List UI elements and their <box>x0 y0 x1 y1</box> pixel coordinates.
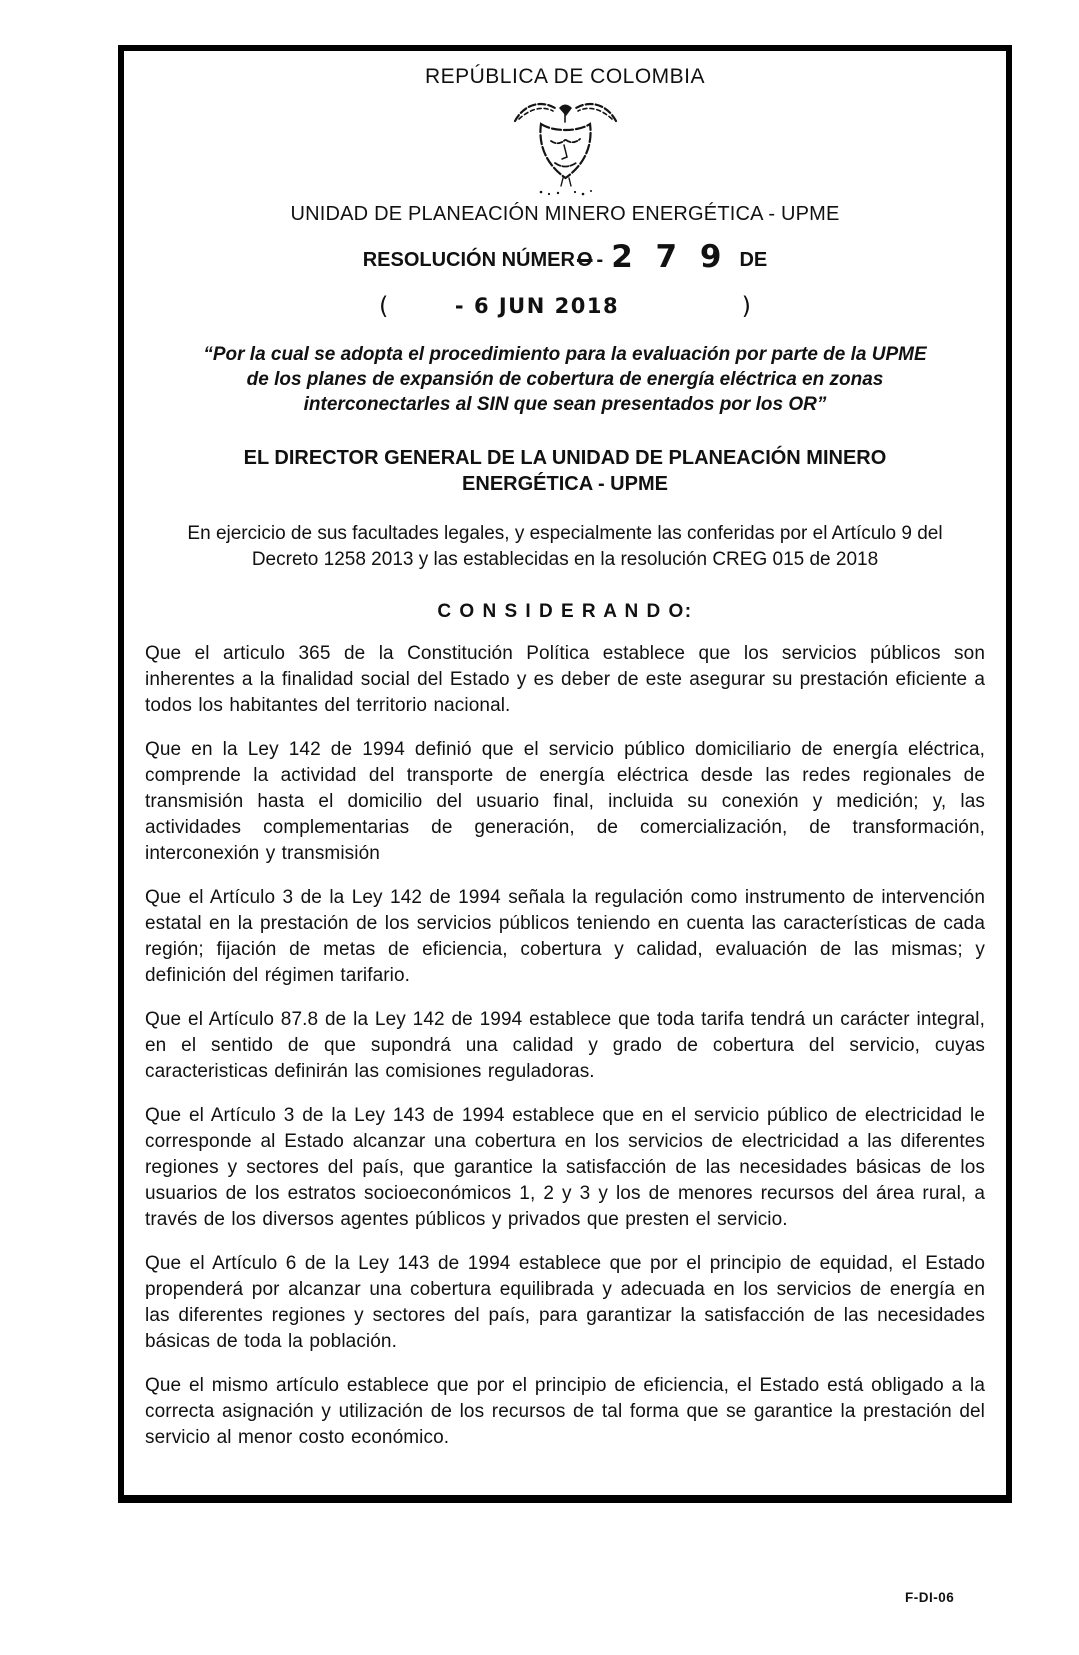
resolution-number-stamp: 2 7 9 <box>611 239 728 275</box>
paragraph-principio-eficiencia: Que el mismo artículo establece que por el principio de eficiencia, el Estado está obligado a la correcta asignación y utilización de los recursos de tal forma que se garantice la prestación del servicio al menor costo económico. <box>145 1375 985 1448</box>
entity-title: UNIDAD DE PLANEACIÓN MINERO ENERGÉTICA - UPME <box>290 203 840 225</box>
considering-paragraphs <box>145 641 985 1451</box>
considering-heading: C O N S I D E R A N D O: <box>437 601 693 622</box>
paragraph-ley-142-definicion: Que en la Ley 142 de 1994 definió que el servicio público domiciliario de energía eléctrica, comprende la actividad del transporte de energía eléctrica desde las redes regionales de transmisión hasta el domicilio del usuario final, incluida su conexión y medición; y, las actividades complementarias de generación, de comercialización, de transformación, interconexión y transmisión <box>145 739 985 864</box>
resolution-label-prefix: RESOLUCIÓN NÚMER <box>362 248 575 271</box>
resolution-label-suffix: DE <box>739 248 768 271</box>
open-paren: ( <box>379 292 389 320</box>
paragraph-ley-142-articulo-87-8: Que el Artículo 87.8 de la Ley 142 de 1994 establece que toda tarifa tendrá un carácter integral, en el sentido de que supondrá una calidad y grado de cobertura del servicio, cuyas caracteristicas definirán las comisiones reguladoras. <box>145 1009 985 1082</box>
resolution-number-line <box>145 239 985 278</box>
paragraph-ley-143-articulo-3: Que el Artículo 3 de la Ley 143 de 1994 establece que en el servicio público de electricidad le corresponde al Estado alcanzar una cobertura en los servicios de electricidad a las diferentes regiones y sectores del país, que garantice la satisfacción de las necesidades básicas de los usuarios de los estratos socioeconómicos 1, 2 y 3 y los de menores recursos del área rural, a través de los diversos agentes públicos y privados que presten el servicio. <box>145 1105 985 1230</box>
resolution-struck-letter: O <box>576 248 593 271</box>
paragraph-articulo-365: Que el articulo 365 de la Constitución Política establece que los servicios públicos son inherentes a la finalidad social del Estado y es deber de este asegurar su prestación eficiente a todos los habitantes del territorio nacional. <box>145 643 985 716</box>
legal-powers-line: En ejercicio de sus facultades legales, y especialmente las conferidas por el Artículo 9 del Decreto 1258 2013 y las establecidas en la resolución CREG 015 de 2018 <box>187 523 943 570</box>
document-border-frame <box>118 45 1012 1503</box>
paragraph-ley-142-articulo-3: Que el Artículo 3 de la Ley 142 de 1994 señala la regulación como instrumento de intervención estatal en la prestación de los servicios públicos teniendo en cuenta las características de cada región; fijación de metas de eficiencia, cobertura y calidad, evaluación de las mismas; y definición del régimen tarifario. <box>145 887 985 986</box>
paragraph-ley-143-articulo-6: Que el Artículo 6 de la Ley 143 de 1994 establece que por el principio de equidad, el Estado propenderá por alcanzar una cobertura equilibrada y adecuada en los servicios de energía en las diferentes regiones y sectores del país, para garantizar la satisfacción de las necesidades básicas de toda la población. <box>145 1253 985 1352</box>
issuer-heading: EL DIRECTOR GENERAL DE LA UNIDAD DE PLANEACIÓN MINERO ENERGÉTICA - UPME <box>243 447 887 495</box>
date-stamp: - 6 JUN 2018 <box>454 294 620 318</box>
resolution-subject: “Por la cual se adopta el procedimiento para la evaluación por parte de la UPME de los planes de expansión de cobertura de energía eléctrica en zonas interconectarles al SIN que sean presentados por los OR” <box>203 344 927 415</box>
date-line <box>379 292 751 320</box>
resolution-dash: - <box>596 248 604 271</box>
colombia-coat-of-arms-icon <box>503 93 628 197</box>
close-paren: ) <box>741 292 751 320</box>
republic-title: REPÚBLICA DE COLOMBIA <box>424 65 706 88</box>
form-code-footer: F-DI-06 <box>905 1590 955 1605</box>
